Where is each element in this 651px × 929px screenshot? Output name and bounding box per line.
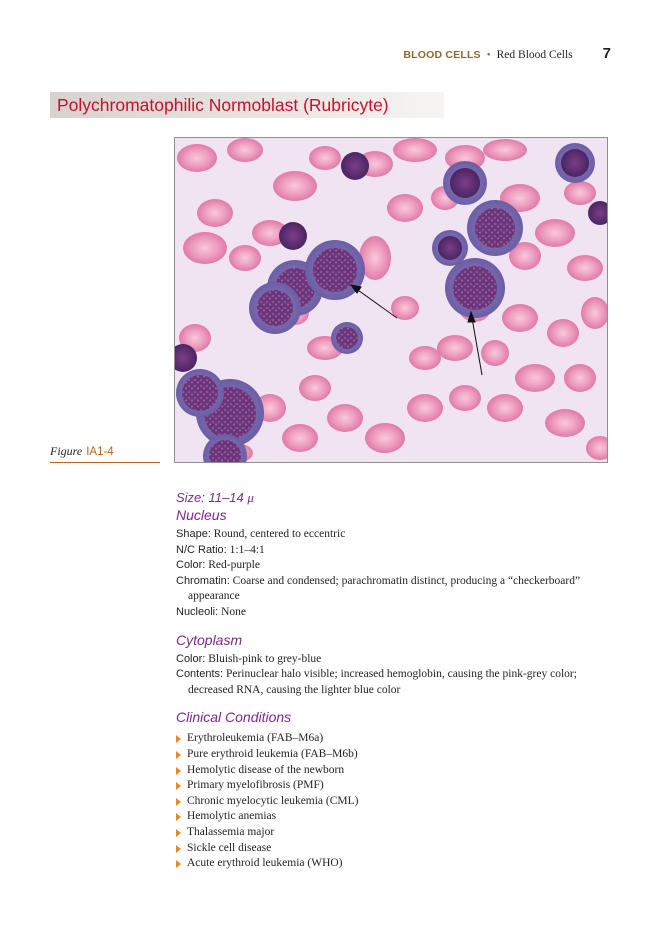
- bullet-icon: [176, 767, 181, 775]
- clinical-conditions-heading: Clinical Conditions: [176, 709, 292, 726]
- bullet-icon: [176, 845, 181, 853]
- cytoplasm-color: Color: Bluish-pink to grey-blue: [176, 652, 322, 665]
- nucleus-heading: Nucleus: [176, 507, 227, 523]
- bullet-icon: [176, 751, 181, 759]
- size-label: Size: 11–14: [176, 490, 248, 505]
- figure-rule: [50, 462, 160, 463]
- bullet-icon: [176, 735, 181, 743]
- clinical-conditions-list: [176, 731, 606, 871]
- list-item: Sickle cell disease: [176, 841, 606, 857]
- figure-label: [50, 444, 114, 459]
- bullet-icon: [176, 782, 181, 790]
- bullet-icon: [176, 860, 181, 868]
- running-head-section: BLOOD CELLS: [403, 49, 481, 61]
- bullet-icon: [176, 829, 181, 837]
- list-item: Hemolytic anemias: [176, 809, 606, 825]
- nucleus-nucleoli: Nucleoli: None: [176, 605, 246, 618]
- micrograph-image: [174, 137, 608, 463]
- figure-word: Figure: [50, 444, 83, 458]
- list-item: Hemolytic disease of the newborn: [176, 763, 606, 779]
- size-line: [176, 490, 606, 506]
- size-unit: μ: [247, 490, 254, 505]
- list-item: Primary myelofibrosis (PMF): [176, 778, 606, 794]
- running-head-separator: •: [486, 49, 491, 61]
- list-item: Erythroleukemia (FAB–M6a): [176, 731, 606, 747]
- list-item: Thalassemia major: [176, 825, 606, 841]
- running-head: [403, 45, 611, 65]
- cytoplasm-contents: Contents: Perinuclear halo visible; increased hemoglobin, causing the pink-grey color; decreased RNA, causing the lighter blue color: [176, 668, 577, 696]
- cell-description: [176, 490, 606, 872]
- page-title: Polychromatophilic Normoblast (Rubricyte): [57, 95, 389, 115]
- list-item: Pure erythroid leukemia (FAB–M6b): [176, 747, 606, 763]
- page-number: 7: [602, 45, 611, 62]
- list-item: Chronic myelocytic leukemia (CML): [176, 794, 606, 810]
- bullet-icon: [176, 813, 181, 821]
- nucleus-color: Color: Red-purple: [176, 559, 260, 572]
- nucleus-nc-ratio: N/C Ratio: 1:1–4:1: [176, 543, 265, 556]
- nucleus-chromatin: Chromatin: Coarse and condensed; parachromatin distinct, producing a “checkerboard” appearance: [176, 574, 581, 603]
- list-item: Acute erythroid leukemia (WHO): [176, 856, 606, 872]
- running-head-chapter: Red Blood Cells: [496, 49, 573, 61]
- nucleus-shape: Shape: Round, centered to eccentric: [176, 528, 346, 540]
- cytoplasm-heading: Cytoplasm: [176, 631, 243, 648]
- bullet-icon: [176, 798, 181, 806]
- figure-number: IA1-4: [86, 446, 114, 458]
